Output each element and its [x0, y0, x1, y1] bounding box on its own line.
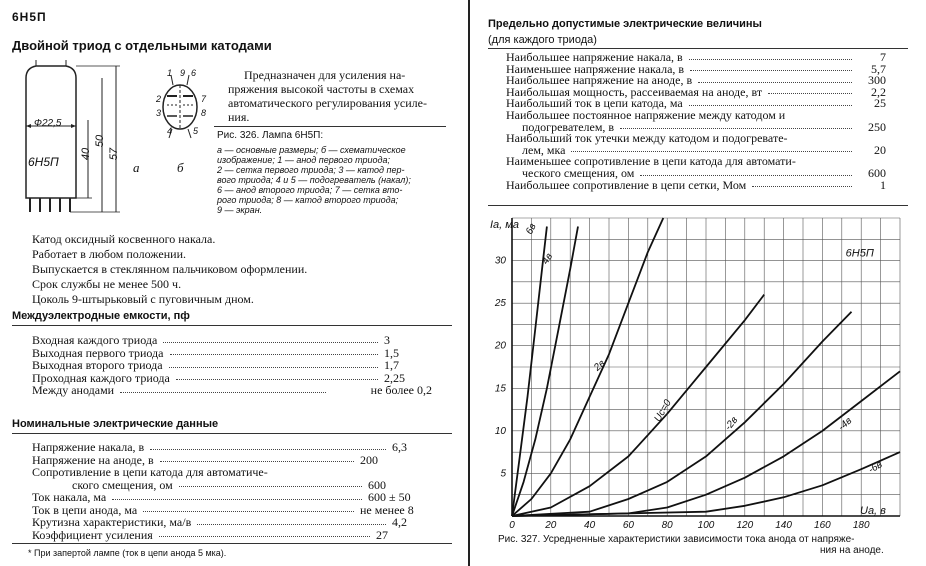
pin-6: 6 [191, 68, 197, 78]
general-line: Катод оксидный косвенного накала. [32, 232, 216, 246]
capacitances-table [32, 334, 432, 397]
table-row [32, 491, 432, 504]
figure326-legend [217, 145, 411, 215]
height-dimension-57: 57 [108, 147, 121, 161]
nominal-heading: Номинальные электрические данные [12, 418, 219, 430]
x-axis-label: Ua, в [860, 505, 886, 517]
height-dimension-50: 50 [94, 134, 107, 148]
row-value: 600 [368, 477, 386, 492]
legend-line: а — основные размеры; б — схематическое [217, 145, 406, 155]
x-tick-label: 120 [736, 520, 754, 530]
row-label: Наибольшая мощность, рассеиваемая на аноде, вт [506, 84, 763, 99]
purpose-line: Предназначен для усиления на- [244, 68, 406, 82]
curve-label: 2в [592, 358, 608, 374]
series-curve [512, 227, 547, 517]
row-label: Наибольшее напряжение на аноде, в [506, 73, 693, 88]
divider [12, 543, 452, 544]
figure326-caption: Рис. 326. Лампа 6Н5П: [217, 130, 324, 141]
capacitances-heading: Междуэлектродные емкости, пф [12, 310, 190, 322]
row-value: 2,2 [871, 84, 886, 99]
general-line: Выпускается в стеклянном пальчиковом оформлении. [32, 262, 308, 276]
y-tick-label: 5 [500, 468, 506, 480]
curve-label: -4в [836, 415, 855, 434]
row-label: Ток в цепи анода, ма [32, 502, 138, 517]
row-value: 1,7 [384, 358, 399, 372]
row-value: 5,7 [871, 61, 886, 76]
row-value: 600 ± 50 [368, 490, 411, 504]
legend-line: 6 — анод второго триода; 7 — сетка вто- [217, 185, 403, 195]
x-tick-label: 40 [584, 520, 596, 530]
footnote: * При запертой лампе (ток в цепи анода 5 мка). [28, 548, 227, 558]
row-label: Наибольший ток в цепи катода, ма [506, 96, 683, 111]
chart-svg [480, 210, 920, 530]
legend-line: рого триода; 8 — катод второго триода; [217, 195, 399, 205]
series-curve [512, 227, 578, 517]
curve-label: Uс=0 [652, 397, 674, 424]
purpose-line: автоматического регулирования усиле- [228, 96, 427, 110]
limits-subheading: (для каждого триода) [488, 34, 597, 46]
row-label: Между анодами [32, 383, 115, 397]
general-line: Срок службы не менее 500 ч. [32, 277, 182, 291]
y-tick-label: 10 [494, 425, 506, 437]
row-label: Выходная первого триода [32, 345, 164, 360]
row-label: Наибольшее постоянное напряжение между катодом и [506, 107, 786, 122]
table-row [32, 441, 432, 454]
limits-heading: Предельно допустимые электрические величины [488, 18, 762, 30]
row-label: подогревателем, в [522, 119, 615, 134]
chart-title: 6Н5П [845, 247, 874, 260]
legend-line: вого триода; 4 и 5 — подогреватель (накал); [217, 175, 411, 185]
row-value: 6,3 [392, 440, 407, 454]
x-tick-label: 160 [814, 520, 831, 530]
row-value: 1,5 [384, 345, 399, 360]
row-value: 4,2 [392, 515, 407, 529]
table-row [506, 177, 886, 192]
x-tick-label: 60 [622, 520, 634, 530]
curve-label: 6в [524, 221, 539, 237]
row-value: 600 [868, 165, 886, 180]
series-curve [512, 295, 764, 516]
pin-7: 7 [201, 94, 207, 104]
row-label: Выходная второго триода [32, 358, 163, 372]
row-label: Наибольший ток утечки между катодом и подогревате- [506, 131, 788, 146]
page-title: Двойной триод с отдельными катодами [12, 38, 272, 53]
y-tick-label: 30 [494, 255, 506, 267]
figure327-caption [498, 534, 884, 556]
row-label: Ток накала, ма [32, 490, 107, 504]
row-value: 250 [868, 119, 886, 134]
legend-line: 9 — экран. [217, 205, 263, 215]
divider [488, 205, 908, 206]
caption-line: ния на аноде. [820, 545, 884, 556]
pin-9: 9 [180, 68, 186, 78]
x-tick-label: 140 [775, 520, 792, 530]
purpose-text [228, 68, 427, 124]
pin-4: 4 [167, 126, 173, 136]
curve-label: 4в [540, 251, 556, 267]
divider [12, 325, 452, 326]
nominal-table [32, 441, 432, 541]
curve-label: -2в [722, 414, 741, 433]
pin-2: 2 [156, 94, 162, 104]
table-row [32, 529, 432, 542]
row-label: Напряжение на аноде, в [32, 452, 154, 467]
row-label: Наименьшее сопротивление в цепи катода для автомати- [506, 154, 796, 169]
general-line: Цоколь 9-штырьковый с пуговичным дном. [32, 292, 254, 306]
row-value: не менее 8 [360, 502, 414, 517]
row-label: Коэффициент усиления [32, 527, 153, 542]
row-label: лем, мка [522, 142, 566, 157]
y-tick-label: 20 [494, 340, 506, 352]
tube-dimension-drawing [10, 60, 140, 230]
table-row [32, 516, 432, 529]
table-row [32, 359, 432, 372]
divider [12, 433, 452, 434]
tube-code: 6Н5П [12, 10, 47, 24]
legend-line: 2 — сетка первого триода; 3 — катод пер- [217, 165, 405, 175]
row-label: Сопротивление в цепи катода для автоматиче- [32, 465, 268, 479]
table-row [32, 384, 432, 397]
legend-line: изображение; 1 — анод первого триода; [217, 155, 390, 165]
divider [488, 48, 908, 49]
row-label: Наибольшее напряжение накала, в [506, 50, 683, 64]
row-label: Наименьшее напряжение накала, в [506, 61, 685, 76]
row-value: 20 [874, 142, 886, 157]
limits-table [506, 52, 886, 191]
page-divider [468, 0, 470, 566]
figure-label-b: б [177, 160, 184, 175]
row-label: Напряжение накала, в [32, 440, 145, 454]
row-value: 200 [360, 452, 378, 467]
row-value: 300 [868, 73, 886, 88]
diameter-dimension: Ф22,5 [34, 118, 62, 129]
pin-5: 5 [193, 126, 199, 136]
y-tick-label: 15 [494, 383, 506, 395]
y-axis-label: Ia, ма [490, 219, 519, 231]
general-description [32, 232, 307, 307]
x-tick-label: 80 [661, 520, 673, 530]
pin-8: 8 [201, 108, 207, 118]
table-row [32, 334, 432, 347]
purpose-line: пряжения высокой частоты в схемах [228, 82, 415, 96]
row-label: Проходная каждого триода [32, 370, 170, 385]
bulb-marking: 6Н5П [28, 155, 59, 169]
row-value: 1 [880, 177, 886, 192]
row-value: 3 [384, 333, 390, 347]
row-value: 7 [880, 50, 886, 64]
general-line: Работает в любом положении. [32, 247, 187, 261]
row-value: 25 [874, 96, 886, 111]
height-dimension-40: 40 [80, 147, 93, 161]
row-value: 2,25 [384, 370, 405, 385]
table-row [32, 466, 432, 479]
caption-line: Рис. 327. Усредненные характеристики зависимости тока анода от напряже- [498, 534, 855, 545]
x-tick-label: 20 [545, 520, 557, 530]
row-label: Наибольшее сопротивление в цепи сетки, Мом [506, 177, 747, 192]
pin-3: 3 [156, 108, 162, 118]
x-tick-label: 180 [852, 520, 870, 530]
figure-label-a: а [133, 160, 140, 175]
series-curve [512, 312, 855, 516]
y-tick-label: 25 [494, 298, 506, 310]
curve-label: -6в [866, 459, 885, 476]
purpose-line: ния. [228, 110, 250, 124]
row-label: Входная каждого триода [32, 333, 158, 347]
anode-characteristics-chart [480, 210, 920, 530]
divider [214, 126, 446, 127]
x-tick-label: 100 [697, 520, 715, 530]
row-label: ческого смещения, ом [522, 165, 635, 180]
x-tick-label: 0 [509, 520, 515, 530]
row-label: ского смещения, ом [72, 477, 173, 492]
row-label: Крутизна характеристики, ма/в [32, 515, 192, 529]
row-value: 27 [376, 527, 388, 542]
row-value: не более 0,2 [370, 383, 432, 397]
pin-1: 1 [167, 68, 173, 78]
